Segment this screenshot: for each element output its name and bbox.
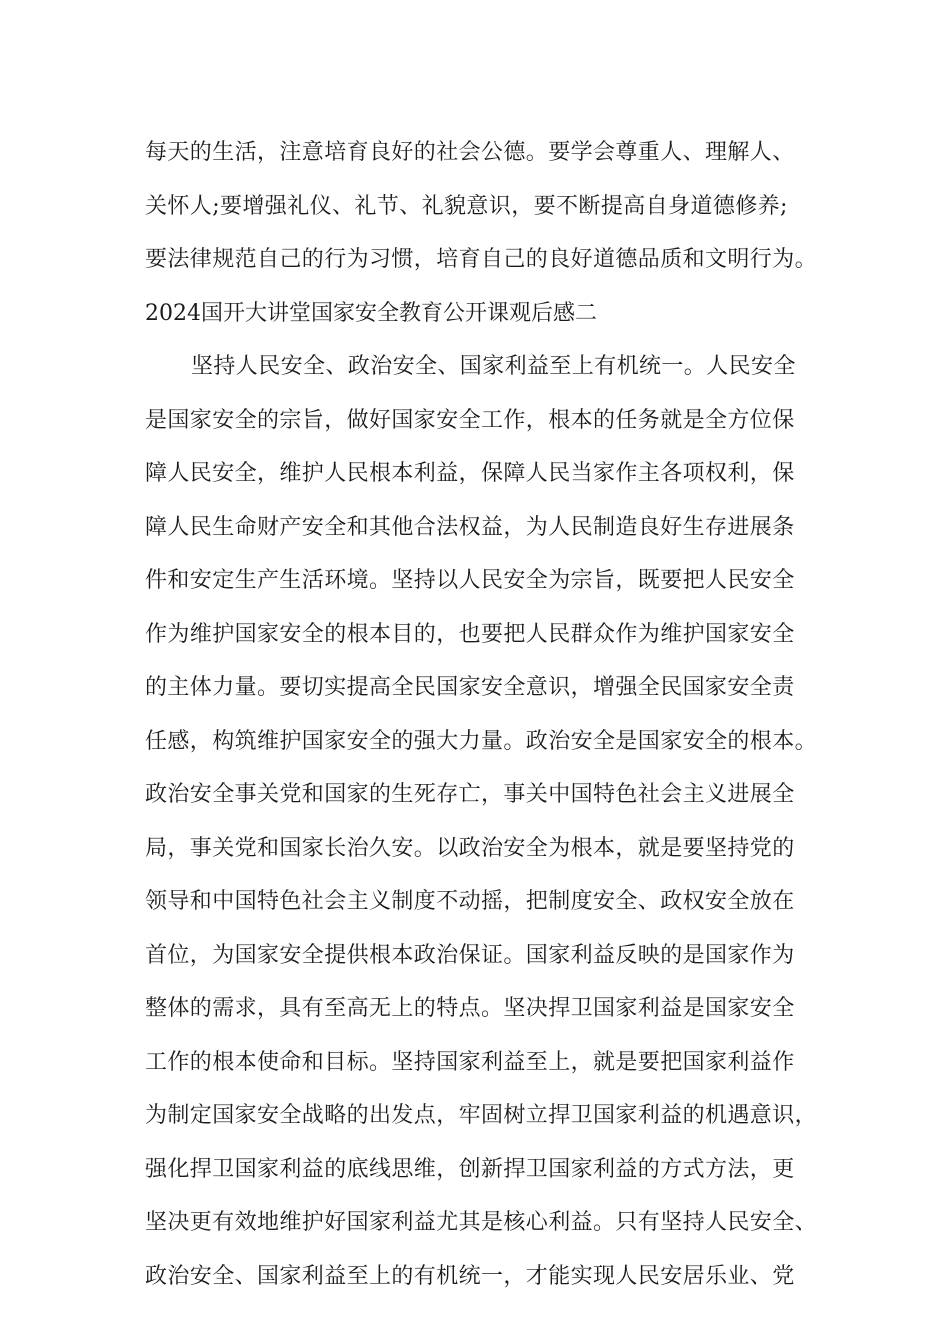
paragraph-line: 坚决更有效地维护好国家利益尤其是核心利益。只有坚持人民安全、: [145, 1210, 818, 1235]
paragraph-line: 政治安全事关党和国家的生死存亡，事关中国特色社会主义进展全: [145, 782, 795, 807]
paragraph-line: 作为维护国家安全的根本目的，也要把人民群众作为维护国家安全: [145, 621, 795, 647]
paragraph-line: 件和安定生产生活环境。坚持以人民安全为宗旨，既要把人民安全: [145, 568, 795, 593]
paragraph-line: 强化捍卫国家利益的底线思维，创新捍卫国家利益的方式方法，更: [145, 1156, 795, 1182]
paragraph-line: 任感，构筑维护国家安全的强大力量。政治安全是国家安全的根本。: [145, 728, 818, 754]
section-heading: 2024国开大讲堂国家安全教育公开课观后感二: [145, 300, 597, 326]
paragraph-line: 整体的需求，具有至高无上的特点。坚决捍卫国家利益是国家安全: [145, 996, 795, 1021]
paragraph-line: 领导和中国特色社会主义制度不动摇，把制度安全、政权安全放在: [145, 889, 795, 914]
intro-line: 每天的生活，注意培育良好的社会公德。要学会尊重人、理解人、: [145, 140, 795, 165]
intro-line: 要法律规范自己的行为习惯，培育自己的良好道德品质和文明行为。: [145, 247, 818, 272]
paragraph-line: 为制定国家安全战略的出发点，牢固树立捍卫国家利益的机遇意识，: [145, 1103, 818, 1128]
paragraph-line: 政治安全、国家利益至上的有机统一，才能实现人民安居乐业、党: [145, 1263, 795, 1289]
paragraph-line: 坚持人民安全、政治安全、国家利益至上有机统一。人民安全: [191, 354, 796, 379]
paragraph-line: 局，事关党和国家长治久安。以政治安全为根本，就是要坚持党的: [145, 835, 795, 861]
paragraph-line: 障人民生命财产安全和其他合法权益，为人民制造良好生存进展条: [145, 514, 795, 540]
document-body: [145, 126, 825, 1303]
intro-line: 关怀人;要增强礼仪、礼节、礼貌意识，要不断提高自身道德修养;: [145, 193, 788, 219]
paragraph-line: 是国家安全的宗旨，做好国家安全工作，根本的任务就是全方位保: [145, 407, 795, 433]
paragraph-line: 障人民安全，维护人民根本利益，保障人民当家作主各项权利，保: [145, 461, 795, 486]
paragraph-line: 的主体力量。要切实提高全民国家安全意识，增强全民国家安全责: [145, 675, 795, 700]
paragraph-line: 首位，为国家安全提供根本政治保证。国家利益反映的是国家作为: [145, 942, 795, 968]
paragraph-line: 工作的根本使命和目标。坚持国家利益至上，就是要把国家利益作: [145, 1049, 795, 1075]
